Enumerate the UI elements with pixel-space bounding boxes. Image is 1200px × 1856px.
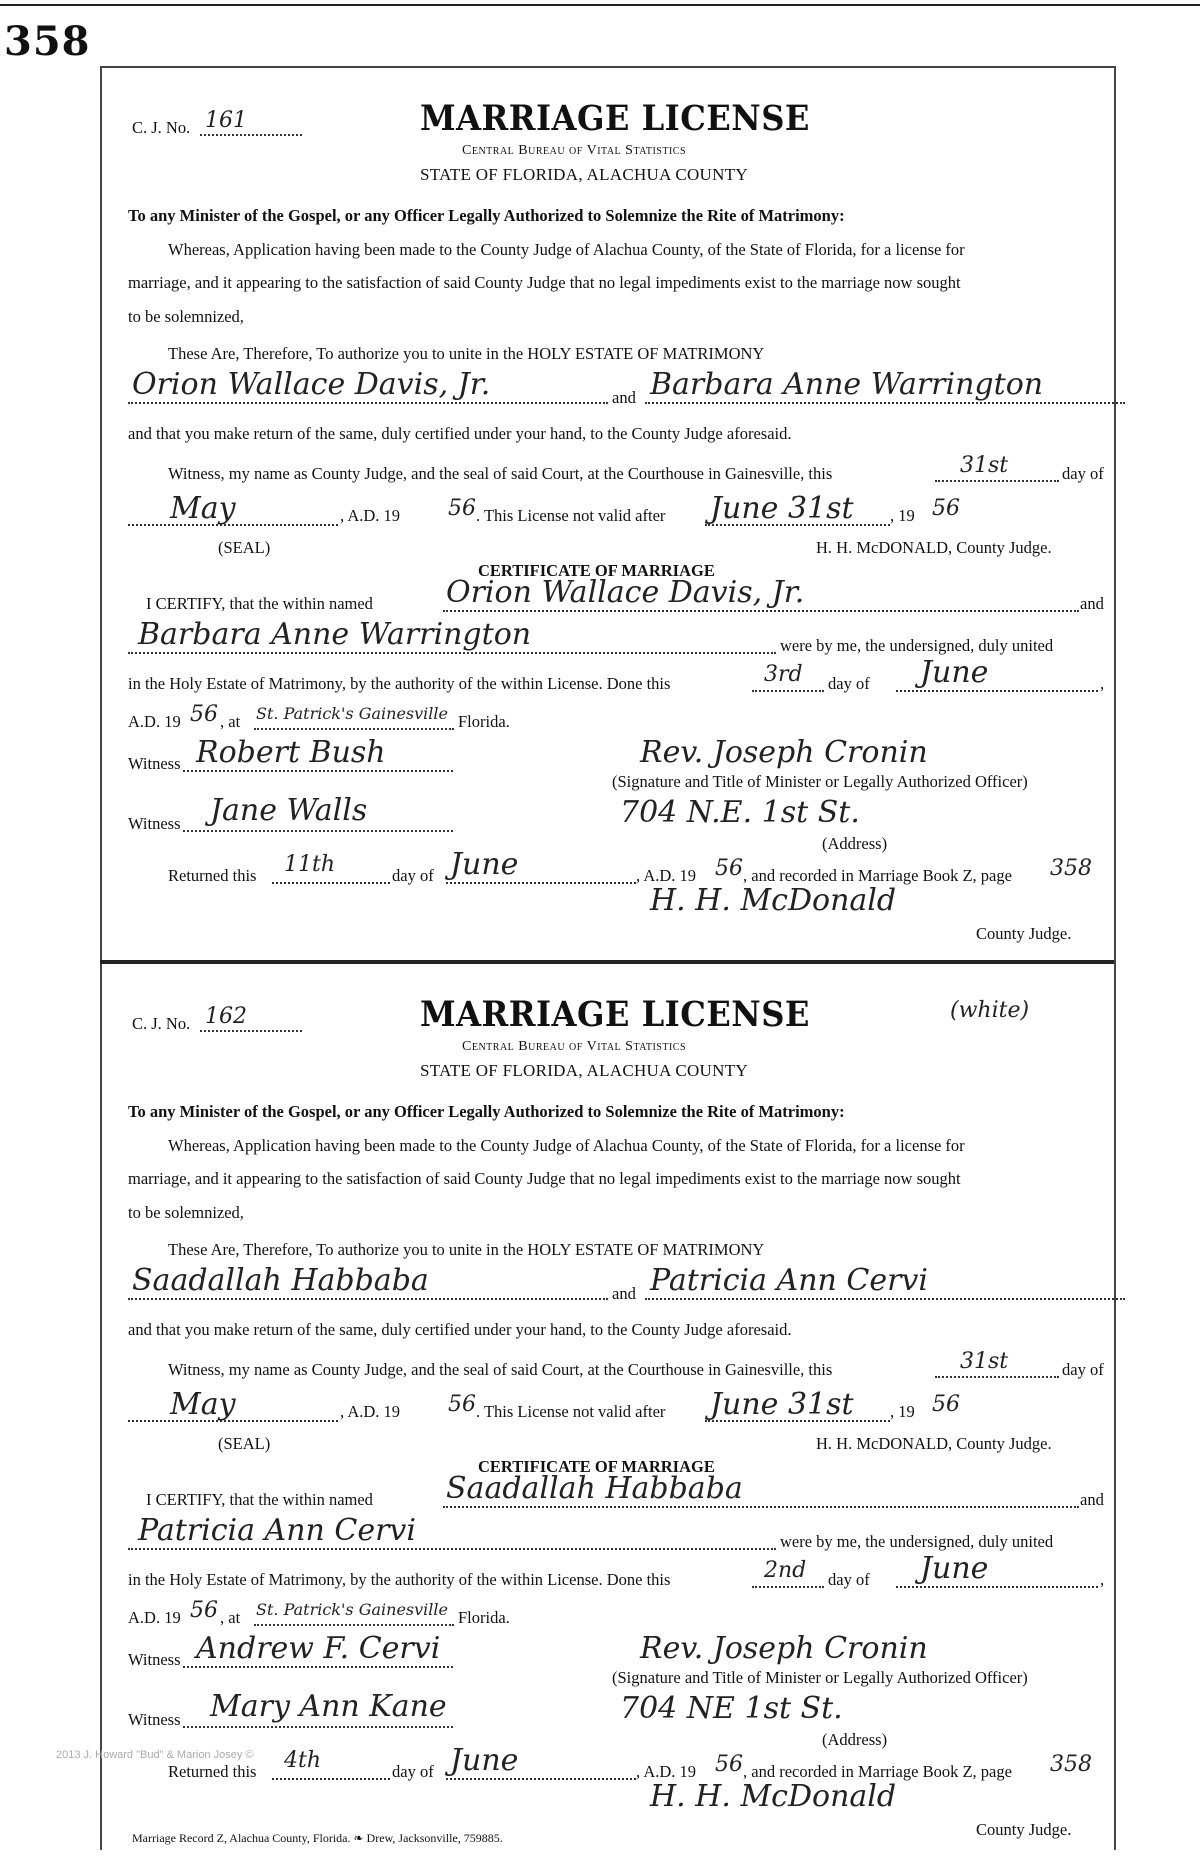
place-line [254,1624,454,1626]
judge-signature: H. H. McDonald [650,1779,897,1814]
returned-month: June [450,1743,519,1778]
certificate-title: CERTIFICATE OF MARRIAGE [478,561,715,580]
done-month-line [896,1586,1098,1588]
returned-day: 11th [284,852,336,877]
whereas-line-3: to be solemnized, [128,307,244,326]
ceremony-place: St. Patrick's Gainesville [256,704,448,723]
cert-groom: Saadallah Habbaba [446,1471,743,1506]
cj-number-label: C. J. No. [132,118,191,137]
done-day: 3rd [764,662,803,687]
florida-label: Florida. [458,712,510,731]
bride-name: Patricia Ann Cervi [650,1263,928,1298]
certify-label: I CERTIFY, that the within named [146,594,373,613]
license-title: MARRIAGE LICENSE [420,994,810,1035]
these-are-line: These Are, Therefore, To authorize you to unite in the HOLY ESTATE OF MATRIMONY [168,1240,765,1259]
issue-day-line [935,480,1059,482]
issue-day-line [935,1376,1059,1378]
valid-year: 56 [932,1392,960,1417]
ad2-label: A.D. 19 [128,712,181,731]
valid-until: June 31st [710,491,854,526]
witness2-label: Witness [128,814,181,833]
returned-day-line [272,882,390,884]
witness2-signature: Mary Ann Kane [210,1689,447,1724]
done-day: 2nd [764,1558,807,1583]
ceremony-place: St. Patrick's Gainesville [256,1600,448,1619]
done-year: 56 [190,1598,218,1623]
whereas-line-2: marriage, and it appearing to the satisfaction of said County Judge that no legal impediments exist to the marriage now sought [128,273,961,292]
witness1-label: Witness [128,754,181,773]
minister-signature: Rev. Joseph Cronin [640,1631,928,1666]
cert-and-label: and [1080,1490,1104,1509]
county-judge-label: County Judge. [976,924,1072,943]
return-line: and that you make return of the same, duly certified under your hand, to the County Judge aforesaid. [128,424,792,443]
done-comma: , [1100,1570,1105,1589]
bride-line [645,402,1125,404]
holy-estate-line: in the Holy Estate of Matrimony, by the authority of the within License. Done this [128,674,671,693]
bureau-heading: Central Bureau of Vital Statistics [462,1039,687,1054]
bride-line [645,1298,1125,1300]
done-month: June [920,655,989,690]
issue-year: 56 [448,496,476,521]
witness1-signature: Robert Bush [196,735,386,770]
done-day-line [752,1586,824,1588]
returned-month: June [450,847,519,882]
ad3-label: , A.D. 19 [636,866,697,885]
witness1-line [183,770,453,772]
address-caption: (Address) [822,1730,888,1749]
certify-label: I CERTIFY, that the within named [146,1490,373,1509]
done-comma: , [1100,674,1105,693]
issue-month: May [170,491,236,526]
issue-day: 31st [960,453,1009,478]
done-month-line [896,690,1098,692]
returned-day-of-label: day of [392,866,434,885]
page-number: 358 [4,18,91,65]
state-heading: STATE OF FLORIDA, ALACHUA COUNTY [420,165,748,184]
and-label: and [612,1284,636,1303]
issue-day: 31st [960,1349,1009,1374]
not-valid-label: . This License not valid after [476,1402,666,1421]
whereas-line-1: Whereas, Application having been made to the County Judge of Alachua County, of the State of Florida, for a license for [168,1136,965,1155]
valid-year: 56 [932,496,960,521]
bureau-heading: Central Bureau of Vital Statistics [462,143,687,158]
witness2-line [183,1726,453,1728]
seal-label: (SEAL) [218,538,271,557]
day-of-label: day of [1062,464,1104,483]
minister-signature: Rev. Joseph Cronin [640,735,928,770]
return-line: and that you make return of the same, duly certified under your hand, to the County Judge aforesaid. [128,1320,792,1339]
groom-line [128,402,608,404]
returned-month-line [446,1778,636,1780]
judge-signature: H. H. McDonald [650,883,897,918]
witness2-signature: Jane Walls [210,793,368,828]
cj-number: 161 [205,108,247,133]
cert-groom: Orion Wallace Davis, Jr. [446,575,805,610]
valid-year-label: , 19 [890,1402,915,1421]
day-of-label: day of [1062,1360,1104,1379]
issue-year: 56 [448,1392,476,1417]
signature-caption: (Signature and Title of Minister or Legally Authorized Officer) [612,1668,1028,1687]
whereas-line-3: to be solemnized, [128,1203,244,1222]
book-page: 358 [1050,1752,1092,1777]
at-label: , at [220,1608,241,1627]
book-page: 358 [1050,856,1092,881]
judge-label: H. H. McDONALD, County Judge. [816,1434,1052,1453]
witness2-line [183,830,453,832]
returned-label: Returned this [168,1762,257,1781]
ad-label: , A.D. 19 [340,1402,401,1421]
seal-label: (SEAL) [218,1434,271,1453]
recorded-label: , and recorded in Marriage Book Z, page [743,866,1012,885]
witness-judge-line: Witness, my name as County Judge, and the seal of said Court, at the Courthouse in Gainesville, this [168,464,833,483]
issue-month: May [170,1387,236,1422]
witness1-signature: Andrew F. Cervi [196,1631,441,1666]
witness1-line [183,1666,453,1668]
done-year: 56 [190,702,218,727]
done-day-line [752,690,824,692]
groom-name: Saadallah Habbaba [132,1263,429,1298]
minister-address: 704 NE 1st St. [620,1691,843,1726]
cj-number-line [200,134,302,136]
copyright-watermark: 2013 J. Howard "Bud" & Marion Josey © [56,1749,254,1761]
at-label: , at [220,712,241,731]
returned-day-of-label: day of [392,1762,434,1781]
judge-label: H. H. McDONALD, County Judge. [816,538,1052,557]
cert-groom-line [443,610,1079,612]
returned-year: 56 [715,1752,743,1777]
certificate-title: CERTIFICATE OF MARRIAGE [478,1457,715,1476]
state-heading: STATE OF FLORIDA, ALACHUA COUNTY [420,1061,748,1080]
witness2-label: Witness [128,1710,181,1729]
address-line: To any Minister of the Gospel, or any Officer Legally Authorized to Solemnize the Rite of Matrimony: [128,1102,845,1121]
united-label: were by me, the undersigned, duly united [780,636,1054,655]
done-day-of-label: day of [828,674,870,693]
license-title: MARRIAGE LICENSE [420,98,810,139]
ad3-label: , A.D. 19 [636,1762,697,1781]
whereas-line-2: marriage, and it appearing to the satisfaction of said County Judge that no legal impediments exist to the marriage now sought [128,1169,961,1188]
cert-bride-line [128,652,776,654]
recorded-label: , and recorded in Marriage Book Z, page [743,1762,1012,1781]
groom-line [128,1298,608,1300]
top-rule [0,4,1200,6]
cert-bride: Patricia Ann Cervi [138,1513,416,1548]
returned-year: 56 [715,856,743,881]
cj-number: 162 [205,1004,247,1029]
valid-until: June 31st [710,1387,854,1422]
holy-estate-line: in the Holy Estate of Matrimony, by the authority of the within License. Done this [128,1570,671,1589]
cj-number-line [200,1030,302,1032]
done-month: June [920,1551,989,1586]
address-line: To any Minister of the Gospel, or any Officer Legally Authorized to Solemnize the Rite of Matrimony: [128,206,845,225]
cert-bride-line [128,1548,776,1550]
footer-imprint: Marriage Record Z, Alachua County, Florida. ❧ Drew, Jacksonville, 759885. [132,1831,503,1845]
witness1-label: Witness [128,1650,181,1669]
cert-groom-line [443,1506,1079,1508]
returned-label: Returned this [168,866,257,885]
not-valid-label: . This License not valid after [476,506,666,525]
and-label: and [612,388,636,407]
bride-name: Barbara Anne Warrington [650,367,1044,402]
county-judge-label: County Judge. [976,1820,1072,1839]
ad-label: , A.D. 19 [340,506,401,525]
valid-year-label: , 19 [890,506,915,525]
returned-month-line [446,882,636,884]
done-day-of-label: day of [828,1570,870,1589]
ad2-label: A.D. 19 [128,1608,181,1627]
whereas-line-1: Whereas, Application having been made to the County Judge of Alachua County, of the State of Florida, for a license for [168,240,965,259]
section-separator [100,960,1114,964]
handwritten-note: (white) [950,998,1030,1023]
groom-name: Orion Wallace Davis, Jr. [132,367,491,402]
witness-judge-line: Witness, my name as County Judge, and the seal of said Court, at the Courthouse in Gainesville, this [168,1360,833,1379]
place-line [254,728,454,730]
address-caption: (Address) [822,834,888,853]
cert-and-label: and [1080,594,1104,613]
returned-day: 4th [284,1748,322,1773]
florida-label: Florida. [458,1608,510,1627]
minister-address: 704 N.E. 1st St. [620,795,860,830]
cert-bride: Barbara Anne Warrington [138,617,532,652]
cj-number-label: C. J. No. [132,1014,191,1033]
signature-caption: (Signature and Title of Minister or Legally Authorized Officer) [612,772,1028,791]
returned-day-line [272,1778,390,1780]
these-are-line: These Are, Therefore, To authorize you to unite in the HOLY ESTATE OF MATRIMONY [168,344,765,363]
united-label: were by me, the undersigned, duly united [780,1532,1054,1551]
